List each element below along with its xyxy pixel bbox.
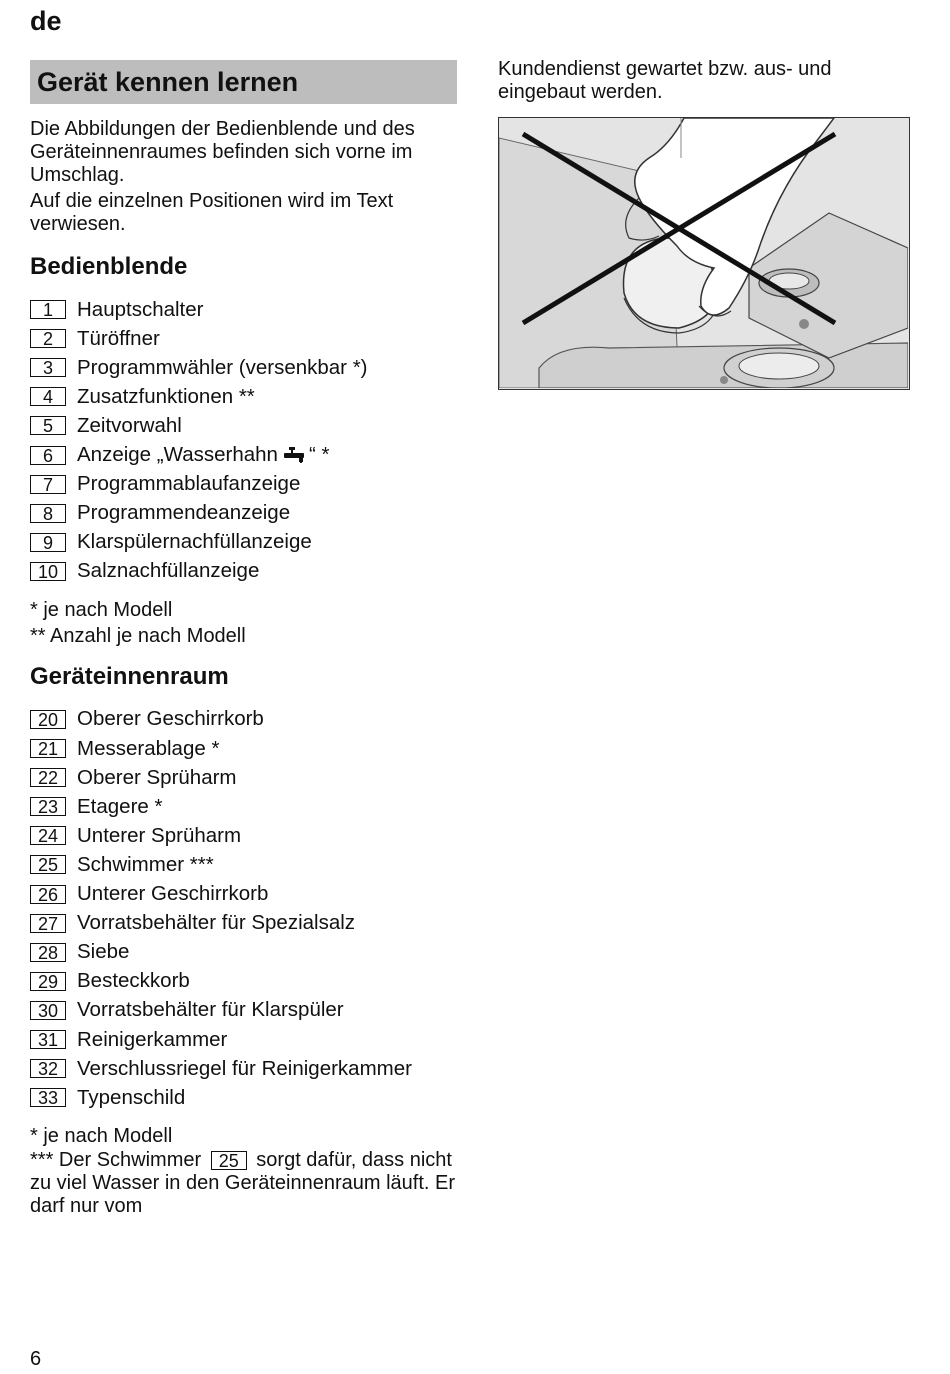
position-number-box: 22: [30, 768, 66, 787]
item-label: Etagere *: [77, 794, 163, 818]
position-number-box: 26: [30, 885, 66, 904]
list-item: [30, 1025, 460, 1054]
list-item: [30, 470, 460, 499]
list-item: [30, 295, 460, 324]
list-item: [30, 705, 460, 734]
footnote: ** Anzahl je nach Modell: [30, 624, 246, 647]
position-number-box: 6: [30, 446, 66, 465]
intro-paragraph-2: Auf die einzelnen Positionen wird im Text verwiesen.: [30, 190, 394, 235]
position-number-box: 27: [30, 914, 66, 933]
list-item: [30, 967, 460, 996]
list-item: [30, 1083, 460, 1112]
item-label: Unterer Sprüharm: [77, 823, 242, 847]
item-label: Programmwähler (versenkbar *): [77, 355, 368, 379]
position-number-box: 10: [30, 562, 66, 581]
item-label: Zeitvorwahl: [77, 413, 182, 437]
bedienblende-list: [30, 295, 460, 586]
crossed-out-hand-removing-float-illustration: [498, 117, 910, 390]
list-item: [30, 996, 460, 1025]
item-label: Anzeige „Wasserhahn: [77, 443, 278, 467]
innenraum-heading: Geräteinnenraum: [30, 662, 229, 690]
section-title: Gerät kennen lernen: [30, 60, 457, 104]
float-note-prefix: *** Der Schwimmer: [30, 1149, 202, 1172]
item-label: Zusatzfunktionen **: [77, 384, 255, 408]
position-number-box: 1: [30, 300, 66, 319]
item-label: Hauptschalter: [77, 297, 204, 321]
position-number-box: 9: [30, 533, 66, 552]
list-item: [30, 734, 460, 763]
position-number-box: 32: [30, 1059, 66, 1078]
position-number-box: 2: [30, 329, 66, 348]
list-item: [30, 821, 460, 850]
continued-paragraph: Kundendienst gewartet bzw. aus- und eingebaut werden.: [498, 58, 832, 103]
list-item: [30, 440, 460, 469]
float-note: [30, 1149, 460, 1218]
position-number-box: 20: [30, 710, 66, 729]
list-item: [30, 411, 460, 440]
innenraum-list: [30, 705, 460, 1112]
position-number-box: 31: [30, 1030, 66, 1049]
item-label: Besteckkorb: [77, 969, 190, 993]
list-item: [30, 499, 460, 528]
position-number-box: 7: [30, 475, 66, 494]
list-item: [30, 557, 460, 586]
page-number: 6: [30, 1348, 42, 1370]
list-item: [30, 850, 460, 879]
illustration-svg: [499, 118, 908, 388]
item-label: Messerablage *: [77, 736, 220, 760]
list-item: [30, 938, 460, 967]
position-number-box: 8: [30, 504, 66, 523]
list-item: [30, 880, 460, 909]
list-item: [30, 324, 460, 353]
right-column: [498, 58, 910, 104]
position-number-box: 3: [30, 358, 66, 377]
item-label: Schwimmer ***: [77, 852, 214, 876]
list-item: [30, 792, 460, 821]
list-item: [30, 528, 460, 557]
item-label: Oberer Sprüharm: [77, 765, 237, 789]
footnote: * je nach Modell: [30, 1125, 173, 1148]
intro-paragraph-1: Die Abbildungen der Bedienblende und des Geräteinnenraumes befinden sich vorne im Umschlag.: [30, 118, 415, 186]
list-item: [30, 353, 460, 382]
footnote: * je nach Modell: [30, 598, 173, 621]
position-number-box: 25: [30, 855, 66, 874]
item-label: Unterer Geschirrkorb: [77, 882, 269, 906]
position-number-box: 28: [30, 943, 66, 962]
item-label: Vorratsbehälter für Klarspüler: [77, 998, 344, 1022]
list-item: [30, 1054, 460, 1083]
position-number-box: 4: [30, 387, 66, 406]
item-label: Typenschild: [77, 1085, 186, 1109]
item-label: Programmablaufanzeige: [77, 472, 301, 496]
language-code: de: [30, 6, 62, 36]
item-label: Türöffner: [77, 326, 160, 350]
float-note-text: sorgt dafür, dass nicht zu viel Wasser in den Geräteinnenraum läuft. Er darf nur vom: [30, 1149, 456, 1218]
list-item: [30, 763, 460, 792]
item-label: Verschlussriegel für Reinigerkammer: [77, 1056, 412, 1080]
list-item: [30, 382, 460, 411]
position-number-box: 5: [30, 416, 66, 435]
position-number-box: 29: [30, 972, 66, 991]
position-number-box: 33: [30, 1088, 66, 1107]
item-label: Siebe: [77, 940, 130, 964]
list-item: [30, 909, 460, 938]
position-number-box: 23: [30, 797, 66, 816]
item-label-suffix: “ *: [308, 443, 330, 467]
item-label: Vorratsbehälter für Spezialsalz: [77, 911, 356, 935]
item-label: Oberer Geschirrkorb: [77, 707, 264, 731]
left-column: [30, 60, 460, 1218]
position-number-box: 24: [30, 826, 66, 845]
position-number-box: 21: [30, 739, 66, 758]
item-label: Reinigerkammer: [77, 1027, 228, 1051]
item-label: Klarspülernachfüllanzeige: [77, 530, 312, 554]
item-label: Salznachfüllanzeige: [77, 559, 260, 583]
position-number-box: 30: [30, 1001, 66, 1020]
position-number-box: 25: [211, 1151, 247, 1170]
item-label: Programmendeanzeige: [77, 501, 291, 525]
bedienblende-heading: Bedienblende: [30, 253, 188, 280]
water-tap-icon: [282, 447, 306, 463]
